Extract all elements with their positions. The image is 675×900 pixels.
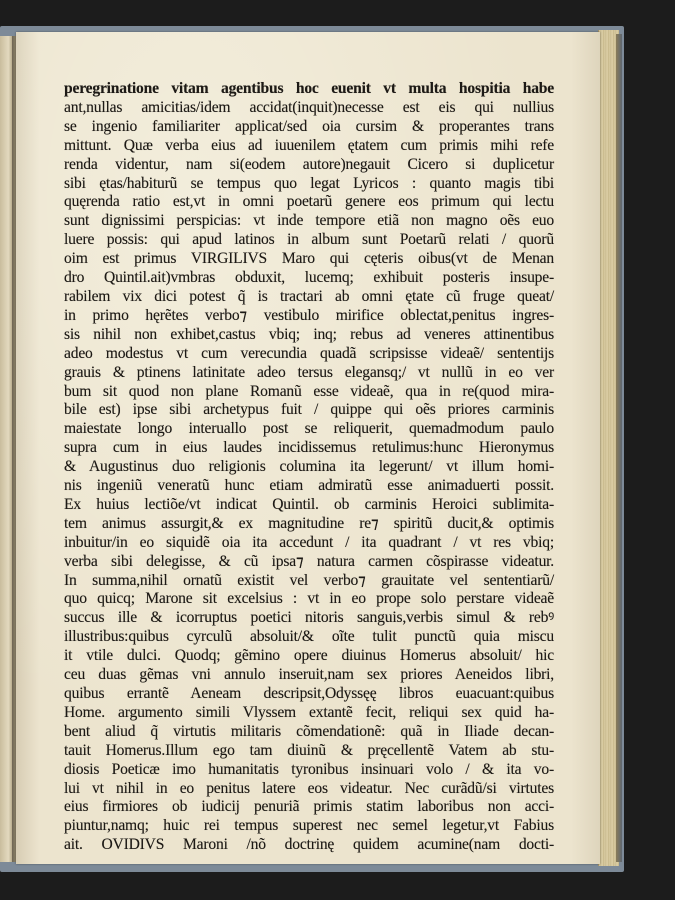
text-line: adeo modestus vt cum verecundia quadã scripsisse videaẽ/ sententijs — [64, 344, 554, 362]
text-line: succus ille & icorruptus poetici nitoris sanguis,verbis simul & rebꝰ — [64, 609, 554, 627]
text-line: renda videntur, nam si(eodem autore)negauit Cicero si duplicetur — [64, 155, 554, 173]
text-line: in primo hęrẽtes verbo⁊ vestibulo mirifice oblectat,penitus ingres- — [64, 306, 554, 324]
text-line: diosis Poeticæ imo humanitatis tyronibus insinuari volo / & ita vo- — [64, 760, 554, 778]
text-line: tem animus assurgit,& ex magnitudine re⁊ spiritũ ducit,& optimis — [64, 514, 554, 532]
text-line: piuntur,namq; huic rei tempus superest nec semel legetur,vt Fabius — [64, 817, 554, 835]
text-line: grauis & ptinens latinitate adeo tersus elegansq;/ vt nullũ in eo ver — [64, 363, 554, 381]
text-line: lui vt nihil in eo penitus latere eos videatur. Nec curãdũ/si virtutes — [64, 779, 554, 797]
text-line: supra cum in eius laudes incidissemus retulimus:hunc Hieronymus — [64, 439, 554, 457]
text-line: luere possis: qui apud latinos in album sunt Poetarũ relati / quorũ — [64, 231, 554, 249]
text-line: ait. OVIDIVS Maroni /nõ doctrinę quidem acumine(nam docti- — [64, 836, 554, 854]
text-line: bum sit quod non plane Romanũ esse videaẽ, qua in re(quod mira- — [64, 382, 554, 400]
text-line: maiestate longo interuallo post se reliquerit, quemadmodum paulo — [64, 420, 554, 438]
text-line: quo quicq; Marone sit excelsius : vt in eo prope solo perstare videaẽ — [64, 590, 554, 608]
text-block — [64, 80, 554, 855]
text-line: sunt dignissimi perspicias: vt inde tempore etiã non magno oẽs euo — [64, 212, 554, 230]
text-line: ceu duas gẽmas vni annulo inseruit,nam sex priores Aeneidos libri, — [64, 666, 554, 684]
text-line: eius firmiores ob iudicij penuriã primis statim laboribus non acci- — [64, 798, 554, 816]
text-line: Home. argumento simili Vlyssem extantẽ fecit, reliqui sex quid ha- — [64, 703, 554, 721]
text-line: sibi ętas/habiturũ se tempus quo legat Lyricos : quanto magis tibi — [64, 174, 554, 192]
text-line: Ex huius lectiõe/vt indicat Quintil. ob carminis Heroici sublimita- — [64, 495, 554, 513]
text-line: mittunt. Quæ verba eius ad iuuenilem ętatem cum primis mihi refe — [64, 136, 554, 154]
text-line: quibus errantẽ Aeneam descripsit,Odyssęę libros euacuant:quibus — [64, 685, 554, 702]
text-line: illustribus:quibus cyrculũ absoluit/& oĩte tulit punctũ quia miscu — [64, 628, 554, 646]
text-line: sis nihil non exhibet,castus vbiq; inq; rebus ad veneres attinentibus — [64, 325, 554, 343]
text-line: peregrinatione vitam agentibus hoc euenit vt multa hospitia habe — [64, 80, 554, 97]
text-line: oim est primus VIRGILIVS Maro qui cęteris oibus(vt de Menan — [64, 250, 554, 268]
text-line: rabilem vix dici potest q̃ is tractari ab omni ętate cũ fruge queat/ — [64, 287, 554, 305]
text-line: dro Quintil.ait)vmbras obduxit, lucemq; exhibuit posteris insupe- — [64, 269, 554, 287]
text-line: bent aliud q̃ virtutis militaris cõmendationẽ: quã in Iliade decan- — [64, 722, 554, 740]
text-line: ant,nullas amicitias/idem accidat(inquit)necesse est eis qui nullius — [64, 98, 554, 116]
text-line: inbuitur/in eo siquidẽ oia ita accedunt / ita quadrant / vt res vbiq; — [64, 533, 554, 551]
text-line: quęrenda ratio est,vt in omni poetarũ genere eos primum qui lectu — [64, 193, 554, 211]
text-line: tauit Homerus.Illum ego tam diuinũ & pręcellentẽ Vatem ab stu- — [64, 741, 554, 759]
text-line: & Augustinus duo religionis columina ita legerunt/ vt illum homi- — [64, 458, 554, 476]
text-line: In summa,nihil ornatũ existit vel verbo⁊ grauitate vel sententiarũ/ — [64, 571, 554, 589]
text-line: it vtile dulci. Quodq; gẽmino opere diuinus Homerus absoluit/ hic — [64, 647, 554, 665]
text-line: nis ingeniũ veneratũ hunc etiam admiratũ esse animaduerti possit. — [64, 477, 554, 495]
text-line: se ingenio familiariter applicat/sed oia cursim & properantes trans — [64, 117, 554, 135]
previous-page-edge — [0, 36, 12, 862]
fore-edge-shadow — [616, 34, 622, 862]
text-line: verba sibi delegisse, & cũ ipsa⁊ natura carmen cõspirasse videatur. — [64, 552, 554, 570]
text-line: bile est) ipse sibi archetypus fuit / quippe qui oẽs priores carminis — [64, 401, 554, 419]
